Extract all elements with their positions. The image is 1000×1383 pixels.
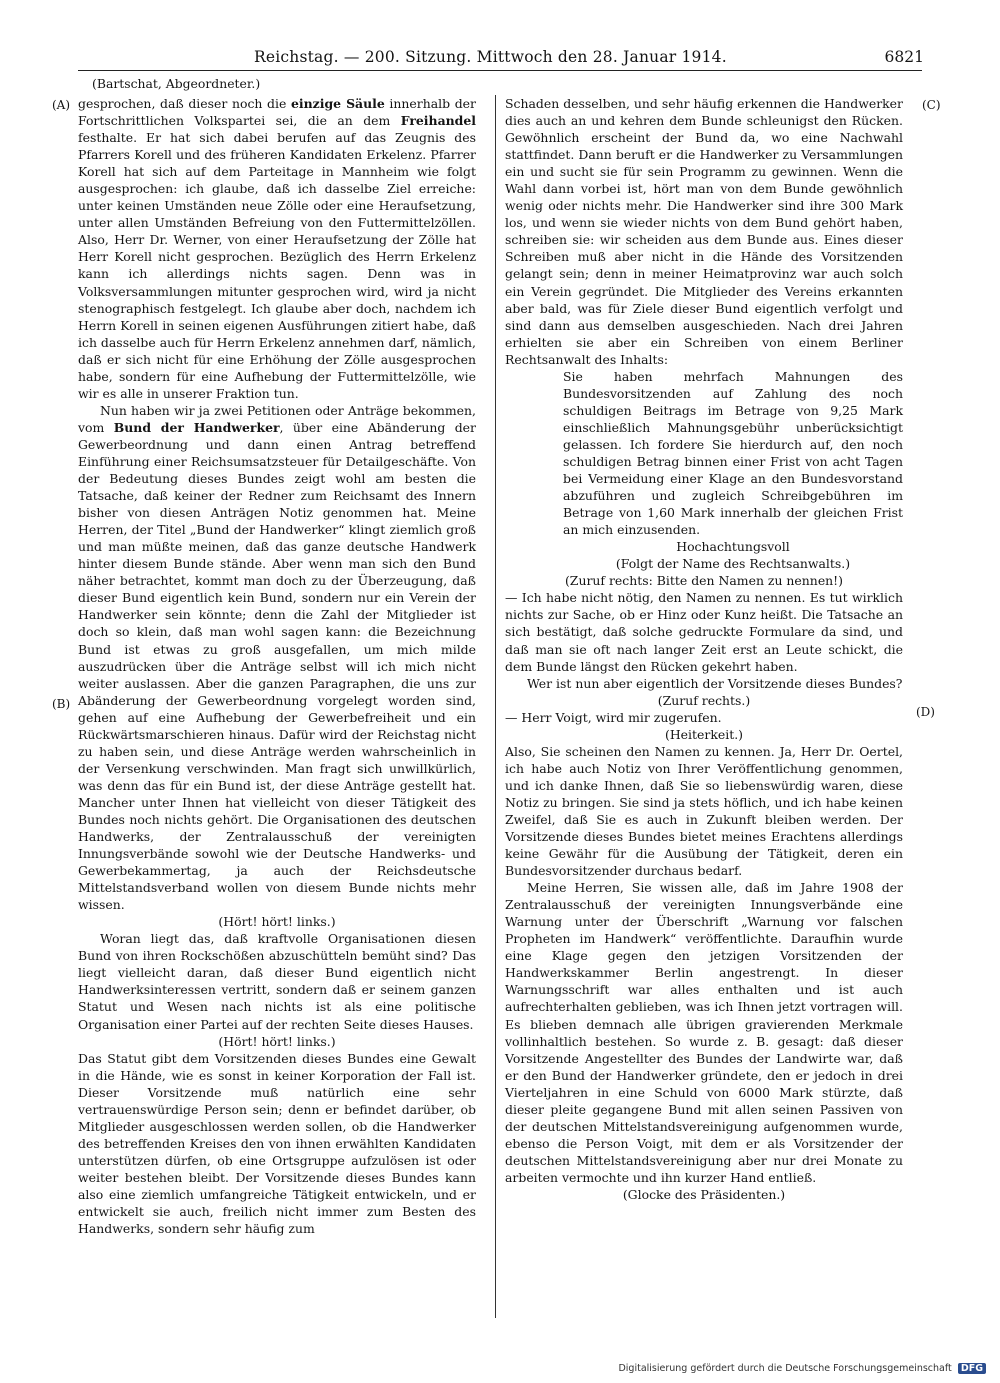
margin-mark-b: (B)	[52, 697, 71, 711]
paragraph: — Herr Voigt, wird mir zugerufen.	[505, 709, 722, 725]
text-run: , über eine Abänderung der Gewerbeordnung und dann einen Antrag betreffend Einführung einer Reichsumsatzsteuer für Detailgeschäfte. Von der Bedeutung dieses Bundes zeigt wohl am besten die Tatsache, daß keiner der Redner zum Reichsamt des Innern bisher von diesen Anträgen Notiz genommen hat. Meine Herren, der Titel „Bund der Handwerker“ klingt ziemlich groß und man müßte meinen, daß das ganze deutsche Handwerk hinter diesem Bunde stände. Aber wenn man sich den Bund näher betrachtet, kommt man doch zu der Überzeugung, daß dieser Bund eigentlich kein Bund, sondern nur ein Verein der Handwerker sein könnte; denn die Zahl der Mitglieder ist doch so klein, daß man wohl sagen kann: die Bezeichnung Bund ist etwas zu groß ausgefallen, um mich milde auszudrücken über die Anträge selbst will ich mich nicht weiter auslassen. Aber die ganzen Paragraphen, die uns zur Abänderung der Gewerbeordnung vorgelegt worden sind, gehen auf eine Aufhebung der Gewerbefreiheit und ein Rückwärtsmarschieren hinaus. Dafür wird der Reichstag nicht zu haben sein, und diese Anträge werden wahrscheinlich in der Versenkung verschwinden. Man fragt sich unwillkürlich, was denn das für ein Bund ist, der diese Anträge gestellt hat. Mancher unter Ihnen hat vielleicht von dieser Tätigkeit des Bundes noch nichts gehört. Die Organisationen des deutschen Handwerks, der Zentralausschuß der vereinigten Innungsverbände sowohl wie der Deutsche Handwerks- und Gewerbekammertag, ja auch der Reichsdeutsche Mittelstandsverband wollen von diesem Bunde nichts mehr wissen.	[78, 419, 476, 913]
bold-phrase: einzige Säule	[290, 96, 385, 111]
margin-mark-c: (C)	[922, 98, 941, 112]
paragraph: Das Statut gibt dem Vorsitzenden dieses Bundes eine Gewalt in die Hände, wie es sonst in keiner Korporation der Fall ist. Dieser Vorsitzende muß natürlich eine sehr vertrauenswürdige Person sein; denn er befindet darüber, ob Mitglieder ausgeschlossen werden sollen, ob die Handwerker des betreffenden Kreises den von ihnen erwählten Kandidaten unterstützen dürfen, ob eine Ortsgruppe aufzulösen ist oder weiter bestehen bleibt. Der Vorsitzende dieses Bundes kann also eine ziemlich umfangreiche Tätigkeit entwickeln, und er entwickelt sie auch, freilich nicht immer zum Besten des Handwerks, sondern sehr häufig zum	[78, 1050, 476, 1237]
running-title: Reichstag. — 200. Sitzung. Mittwoch den 28. Januar 1914.	[254, 48, 727, 66]
page-number: 6821	[884, 48, 924, 66]
letter-signature-note: (Folgt der Name des Rechtsanwalts.)	[615, 556, 851, 572]
interjection: (Zuruf rechts: Bitte den Namen zu nennen!)	[564, 573, 844, 589]
paragraph	[78, 402, 476, 913]
right-column	[505, 95, 903, 1203]
dfg-logo-icon: DFG	[958, 1363, 986, 1374]
bold-phrase: Freihandel	[400, 113, 476, 129]
paragraph: Woran liegt das, daß kraftvolle Organisationen diesen Bund von ihren Rockschößen abzuschütteln bemüht sind? Das liegt vielleicht daran, daß dieser Bund eigentlich nicht Handwerksinteressen vertritt, sondern daß er seinem ganzen Statut und Wesen nach nichts ist als eine politische Organisation einer Partei auf der rechten Seite dieses Hauses.	[78, 931, 476, 1032]
quoted-letter: Sie haben mehrfach Mahnungen des Bundesvorsitzenden auf Zahlung des noch schuldigen Beitrags im Betrage von 9,25 Mark einschließlich Mahnungsgebühr unberücksichtigt gelassen. Ich fordere Sie hierdurch auf, den noch schuldigen Betrag binnen einer Frist von acht Tagen bei Vermeidung einer Klage an den Bundesvorstand abzuführen und zugleich Schreibgebühren im Betrage von 1,60 Mark innerhalb der gleichen Frist an mich einzusenden.	[563, 368, 903, 538]
interjection: (Hört! hört! links.)	[218, 914, 336, 930]
paragraph: — Ich habe nicht nötig, den Namen zu nennen. Es tut wirklich nichts zur Sache, ob er Hinz oder Kunz heißt. Die Tatsache an sich bestätigt, daß solche gedruckte Formulare da sind, und daß man sie oft nach langer Zeit erst an Leute schickt, die dem Bunde längst den Rücken gekehrt haben.	[505, 590, 903, 674]
text-run: festhalte. Er hat sich dabei berufen auf das Zeugnis des Pfarrers Korell und des früheren Kandidaten Erkelenz. Pfarrer Korell hat sich auf dem Parteitage in Mannheim wie folgt ausgesprochen: ich glaube, daß ich dasselbe Ziel erreiche: unter keinen Umständen neue Zölle oder eine Heraufsetzung, unter allen Umständen Befreiung von den Futtermittelzöllen. Also, Herr Dr. Werner, von einer Heraufsetzung der Zölle hat Herr Korell nicht gesprochen. Bezüglich des Herrn Erkelenz kann ich allerdings nichts sagen. Denn was in Volksversammlungen mitunter gesprochen wird, wird ja nicht stenographisch festgelegt. Ich glaube aber doch, nachdem ich Herrn Korell in seinen eigenen Ausführungen zitiert habe, daß ich dasselbe auch für Herrn Erkelenz annehmen darf, nämlich, daß er sich nicht für eine Erhöhung der Zölle ausgesprochen habe, sondern für eine Aufhebung der Futtermittelzölle, wie wir es alle in unserer Fraktion tun.	[78, 130, 476, 401]
letter-closing: Hochachtungsvoll	[676, 539, 790, 555]
interjection: (Glocke des Präsidenten.)	[622, 1187, 786, 1202]
paragraph: Schaden desselben, und sehr häufig erkennen die Handwerker dies auch an und kehren dem Bunde schleunigst den Rücken. Gewöhnlich erscheint der Bund da, wo eine Nachwahl stattfindet. Dann beruft er die Handwerker zu Versammlungen ein und sucht sie für sein Programm zu gewinnen. Wenn die Wahl dann vorbei ist, hört man von dem Bunde gewöhnlich wenig oder nichts mehr. Die Handwerker sind ihre 300 Mark los, und wenn sie wieder nichts von dem Bund gehört haben, schreiben sie: wir scheiden aus dem Bunde aus. Eines dieser Schreiben muß aber nicht in die Hände des Vorsitzenden gelangt sein; denn in meiner Heimatprovinz war auch solch ein Verein gegründet. Die Mitglieder des Vereins erkannten aber bald, was für Ziele dieser Bund eigentlich verfolgt und sind dann aus demselben ausgeschieden. Nach drei Jahren erhielten sie aber ein Schreiben von einem Berliner Rechtsanwalt des Inhalts:	[505, 96, 903, 367]
text-run: innerhalb der Fortschrittlichen Volkspartei sei, die an dem	[78, 96, 476, 129]
paragraph: Also, Sie scheinen den Namen zu kennen. Ja, Herr Dr. Oertel, ich habe auch Notiz von Ihrer Veröffentlichung genommen, und ich danke Ihnen, daß Sie so liebenswürdig waren, diese Notiz zu bringen. Sie sind ja stets höflich, und ich habe keinen Zweifel, daß Sie es auch in Zukunft bleiben werden. Der Vorsitzende dieses Bundes bietet meines Erachtens allerdings keine Gewähr für die Ausübung der Tätigkeit, deren ein Bundesvorsitzender durchaus bedarf.	[505, 743, 903, 879]
header-rule	[78, 70, 922, 71]
column-divider	[495, 95, 496, 1318]
text-run: Nun haben wir ja zwei Petitionen oder Anträge bekommen, vom	[78, 402, 476, 435]
interjection: (Zuruf rechts.)	[657, 692, 751, 708]
interjection: (Hört! hört! links.)	[218, 1033, 336, 1049]
margin-mark-d: (D)	[916, 705, 935, 719]
footer-text: Digitalisierung gefördert durch die Deutsche Forschungsgemeinschaft	[618, 1363, 952, 1374]
margin-mark-a: (A)	[52, 98, 71, 112]
paragraph	[78, 95, 476, 402]
text-run: gesprochen, daß dieser noch die	[78, 96, 291, 111]
footer-credit	[618, 1363, 986, 1374]
interjection: (Heiterkeit.)	[664, 726, 744, 742]
paragraph: Meine Herren, Sie wissen alle, daß im Jahre 1908 der Zentralausschuß der vereinigten Innungsverbände eine Warnung unter der Überschrift „Warnung vor falschen Propheten im Handwerk“ veröffentlichte. Daraufhin wurde eine Klage gegen den jetzigen Vorsitzenden der Handwerkskammer Berlin angestrengt. In dieser Warnungsschrift war alles enthalten und ist auch aufrechterhalten geblieben, was ich Ihnen jetzt vortragen will. Es blieben demnach alle übrigen gravierenden Merkmale vollinhaltlich bestehen. So wurde z. B. gesagt: daß dieser Vorsitzende Angestellter des Bundes der Landwirte war, daß er den Bund der Handwerker gründete, den er jedoch in drei Vierteljahren in eine Schuld von 6000 Mark stürzte, daß dieser pleite gegangene Bund mit allen seinen Passiven von der deutschen Mittelstandsvereinigung aufgenommen wurde, ebenso die Person Voigt, mit dem er als Vorsitzender der deutschen Mittelstandsvereinigung aber nur drei Monate zu arbeiten vermochte und ihn kurzer Hand entließ.	[505, 880, 903, 1185]
bold-phrase: Bund der Handwerker	[113, 419, 280, 435]
left-column	[78, 95, 476, 1237]
speaker-tag: (Bartschat, Abgeordneter.)	[92, 76, 261, 91]
paragraph: Wer ist nun aber eigentlich der Vorsitzende dieses Bundes?	[527, 675, 903, 691]
